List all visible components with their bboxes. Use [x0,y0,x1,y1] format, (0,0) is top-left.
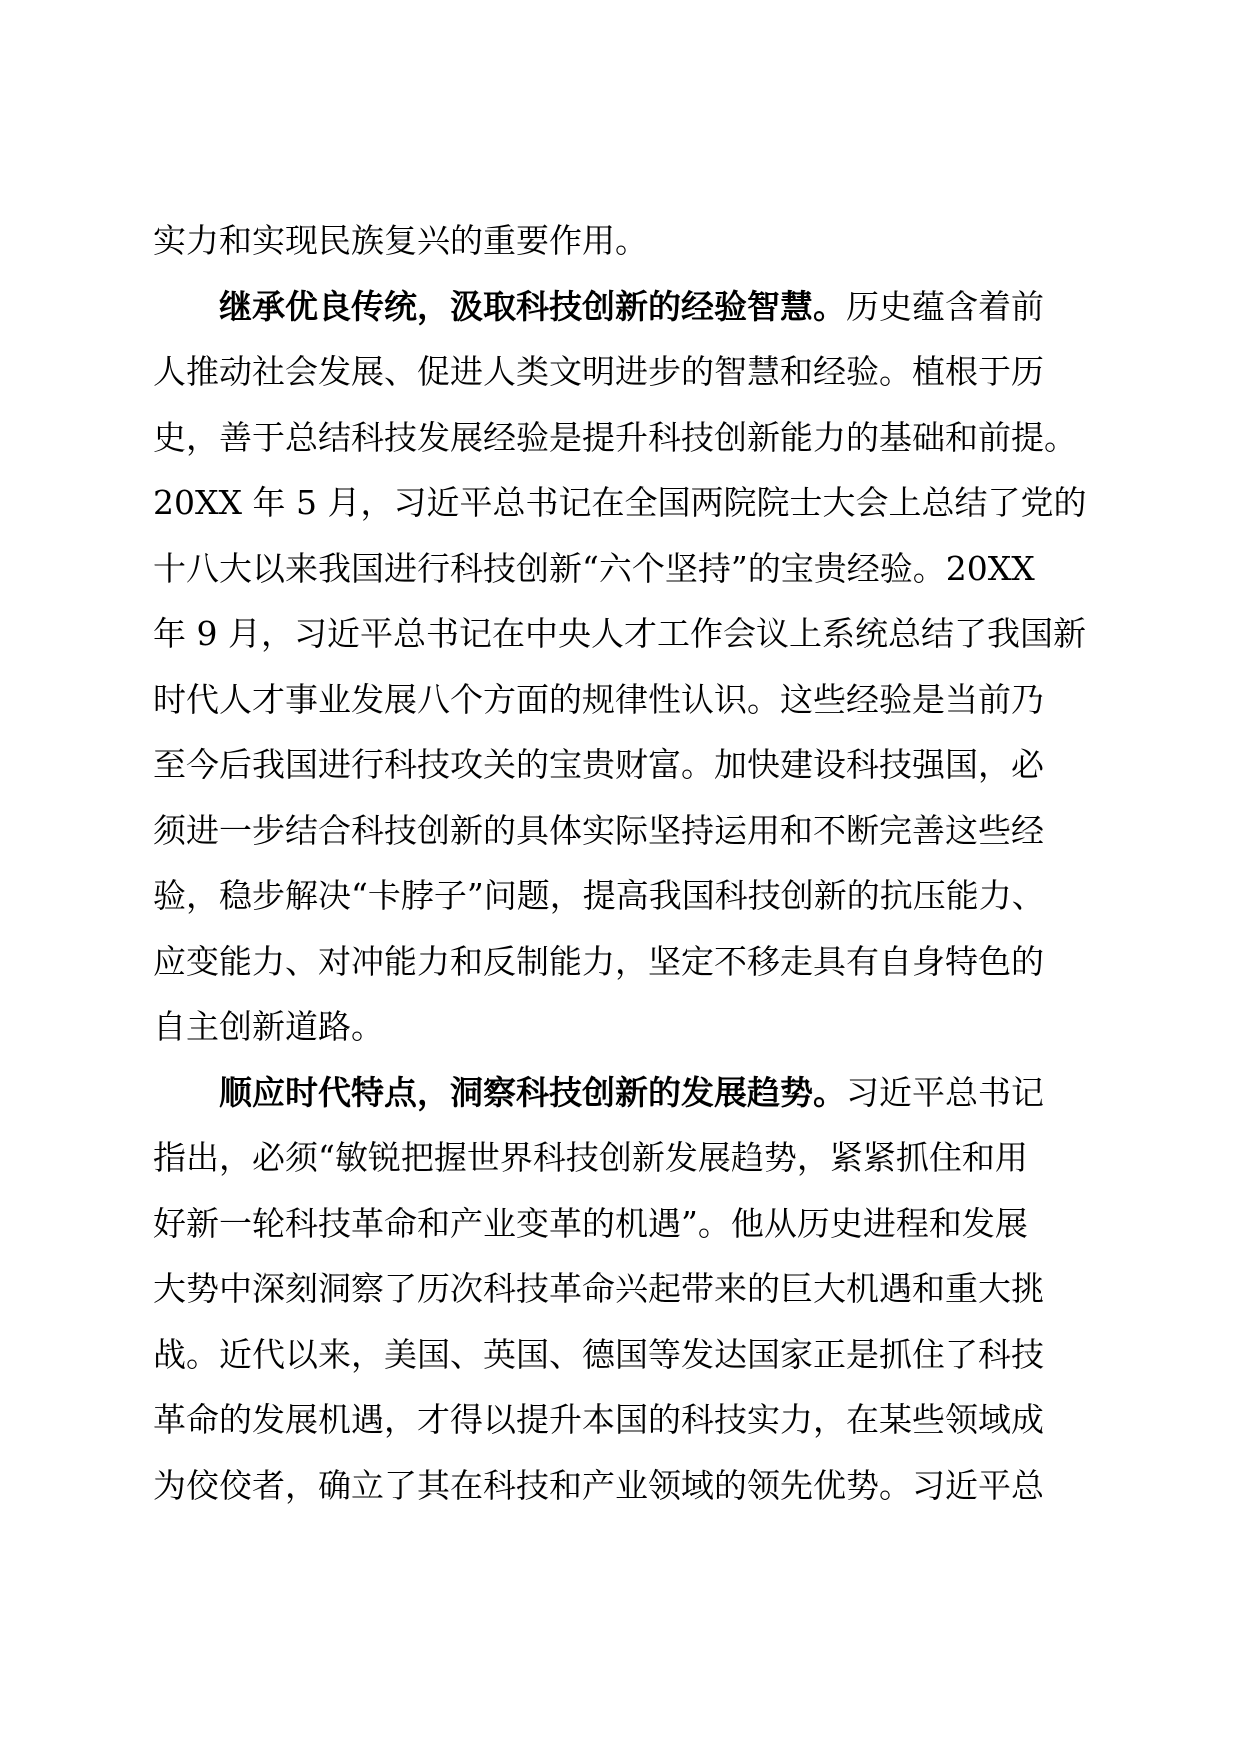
line-text: 须进一步结合科技创新的具体实际坚持运用和不断完善这些经 [153,810,1044,850]
paragraph-line [153,1125,1088,1191]
paragraph-line [153,1453,1088,1519]
paragraph-line [153,1256,1088,1322]
line-text: 习近平总书记 [846,1072,1044,1112]
paragraph-line [153,994,1088,1060]
line-text: 应变能力、对冲能力和反制能力，坚定不移走具有自身特色的 [153,941,1044,981]
paragraph-line [153,208,1088,274]
paragraph-line [153,1322,1088,1388]
paragraph-line [153,863,1088,929]
paragraph-line [153,405,1088,471]
line-text: 验，稳步解决“卡脖子”问题，提高我国科技创新的抗压能力、 [153,876,1045,915]
section-heading: 顺应时代特点，洞察科技创新的发展趋势。 [219,1072,846,1112]
line-text: 历史蕴含着前 [846,286,1044,326]
line-text: 好新一轮科技革命和产业变革的机遇”。他从历史进程和发展 [153,1203,1028,1243]
line-text: 年 9 月，习近平总书记在中央人才工作会议上系统总结了我国新 [153,614,1086,653]
paragraph-line [153,274,1088,340]
line-text: 自主创新道路。 [153,1007,384,1046]
line-text: 人推动社会发展、促进人类文明进步的智慧和经验。植根于历 [153,352,1044,391]
paragraph-line [153,798,1088,864]
paragraph-line [153,732,1088,798]
paragraph-line [153,536,1088,602]
line-text: 实力和实现民族复兴的重要作用。 [153,221,648,260]
line-text: 至今后我国进行科技攻关的宝贵财富。加快建设科技强国，必 [153,745,1044,784]
paragraph-line [153,601,1088,667]
line-text: 革命的发展机遇，才得以提升本国的科技实力，在某些领域成 [153,1400,1044,1439]
line-text: 20XX 年 5 月，习近平总书记在全国两院院士大会上总结了党的 [153,483,1087,522]
line-text: 大势中深刻洞察了历次科技革命兴起带来的巨大机遇和重大挑 [153,1269,1044,1308]
document-body [153,208,1088,1518]
line-text: 时代人才事业发展八个方面的规律性认识。这些经验是当前乃 [153,679,1044,719]
section-heading: 继承优良传统，汲取科技创新的经验智慧。 [219,286,846,326]
paragraph-line [153,1387,1088,1453]
line-text: 战。近代以来，美国、英国、德国等发达国家正是抓住了科技 [153,1334,1044,1374]
paragraph-line [153,929,1088,995]
paragraph-line [153,339,1088,405]
line-text: 为佼佼者，确立了其在科技和产业领域的领先优势。习近平总 [153,1465,1044,1505]
line-text: 十八大以来我国进行科技创新“六个坚持”的宝贵经验。20XX [153,548,1035,588]
paragraph-line [153,1191,1088,1257]
paragraph-line [153,470,1088,536]
line-text: 指出，必须“敏锐把握世界科技创新发展趋势，紧紧抓住和用 [153,1138,1028,1177]
line-text: 史，善于总结科技发展经验是提升科技创新能力的基础和前提。 [153,417,1077,457]
paragraph-line [153,1060,1088,1126]
paragraph-line [153,667,1088,733]
